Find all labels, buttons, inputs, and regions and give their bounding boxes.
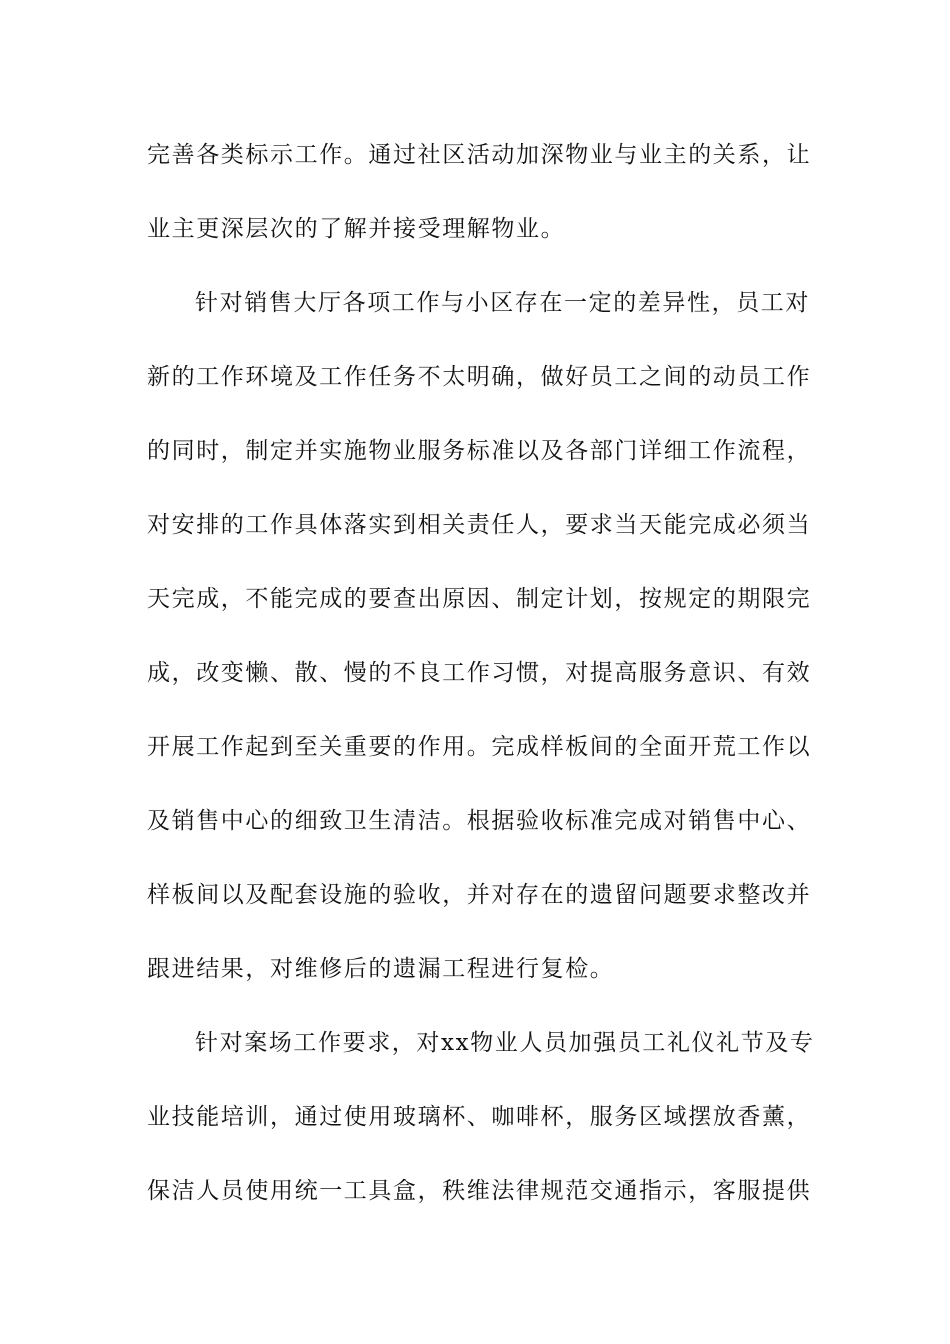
text-line: 对安排的工作具体落实到相关责任人，要求当天能完成必须当 bbox=[147, 512, 812, 538]
text-line: 完善各类标示工作。通过社区活动加深物业与业主的关系，让 bbox=[147, 142, 812, 168]
text-line: 新的工作环境及工作任务不太明确，做好员工之间的动员工作 bbox=[147, 364, 812, 390]
text-line: 保洁人员使用统一工具盒，秩维法律规范交通指示，客服提供 bbox=[147, 1178, 812, 1204]
text-line: 开展工作起到至关重要的作用。完成样板间的全面开荒工作以 bbox=[147, 734, 812, 760]
text-line: 及销售中心的细致卫生清洁。根据验收标准完成对销售中心、 bbox=[147, 808, 812, 834]
paragraph-first-line: 针对案场工作要求，对xx物业人员加强员工礼仪礼节及专 bbox=[195, 1030, 815, 1056]
text-line: 的同时，制定并实施物业服务标准以及各部门详细工作流程， bbox=[147, 438, 812, 464]
text-line: 跟进结果，对维修后的遗漏工程进行复检。 bbox=[147, 956, 615, 982]
text-line: 样板间以及配套设施的验收，并对存在的遗留问题要求整改并 bbox=[147, 882, 812, 908]
text-line: 业技能培训，通过使用玻璃杯、咖啡杯，服务区域摆放香薰， bbox=[147, 1104, 812, 1130]
text-line: 成，改变懒、散、慢的不良工作习惯，对提高服务意识、有效 bbox=[147, 660, 812, 686]
paragraph-first-line: 针对销售大厅各项工作与小区存在一定的差异性，员工对 bbox=[195, 290, 810, 316]
text-line: 业主更深层次的了解并接受理解物业。 bbox=[147, 216, 566, 242]
text-line: 天完成，不能完成的要查出原因、制定计划，按规定的期限完 bbox=[147, 586, 812, 612]
